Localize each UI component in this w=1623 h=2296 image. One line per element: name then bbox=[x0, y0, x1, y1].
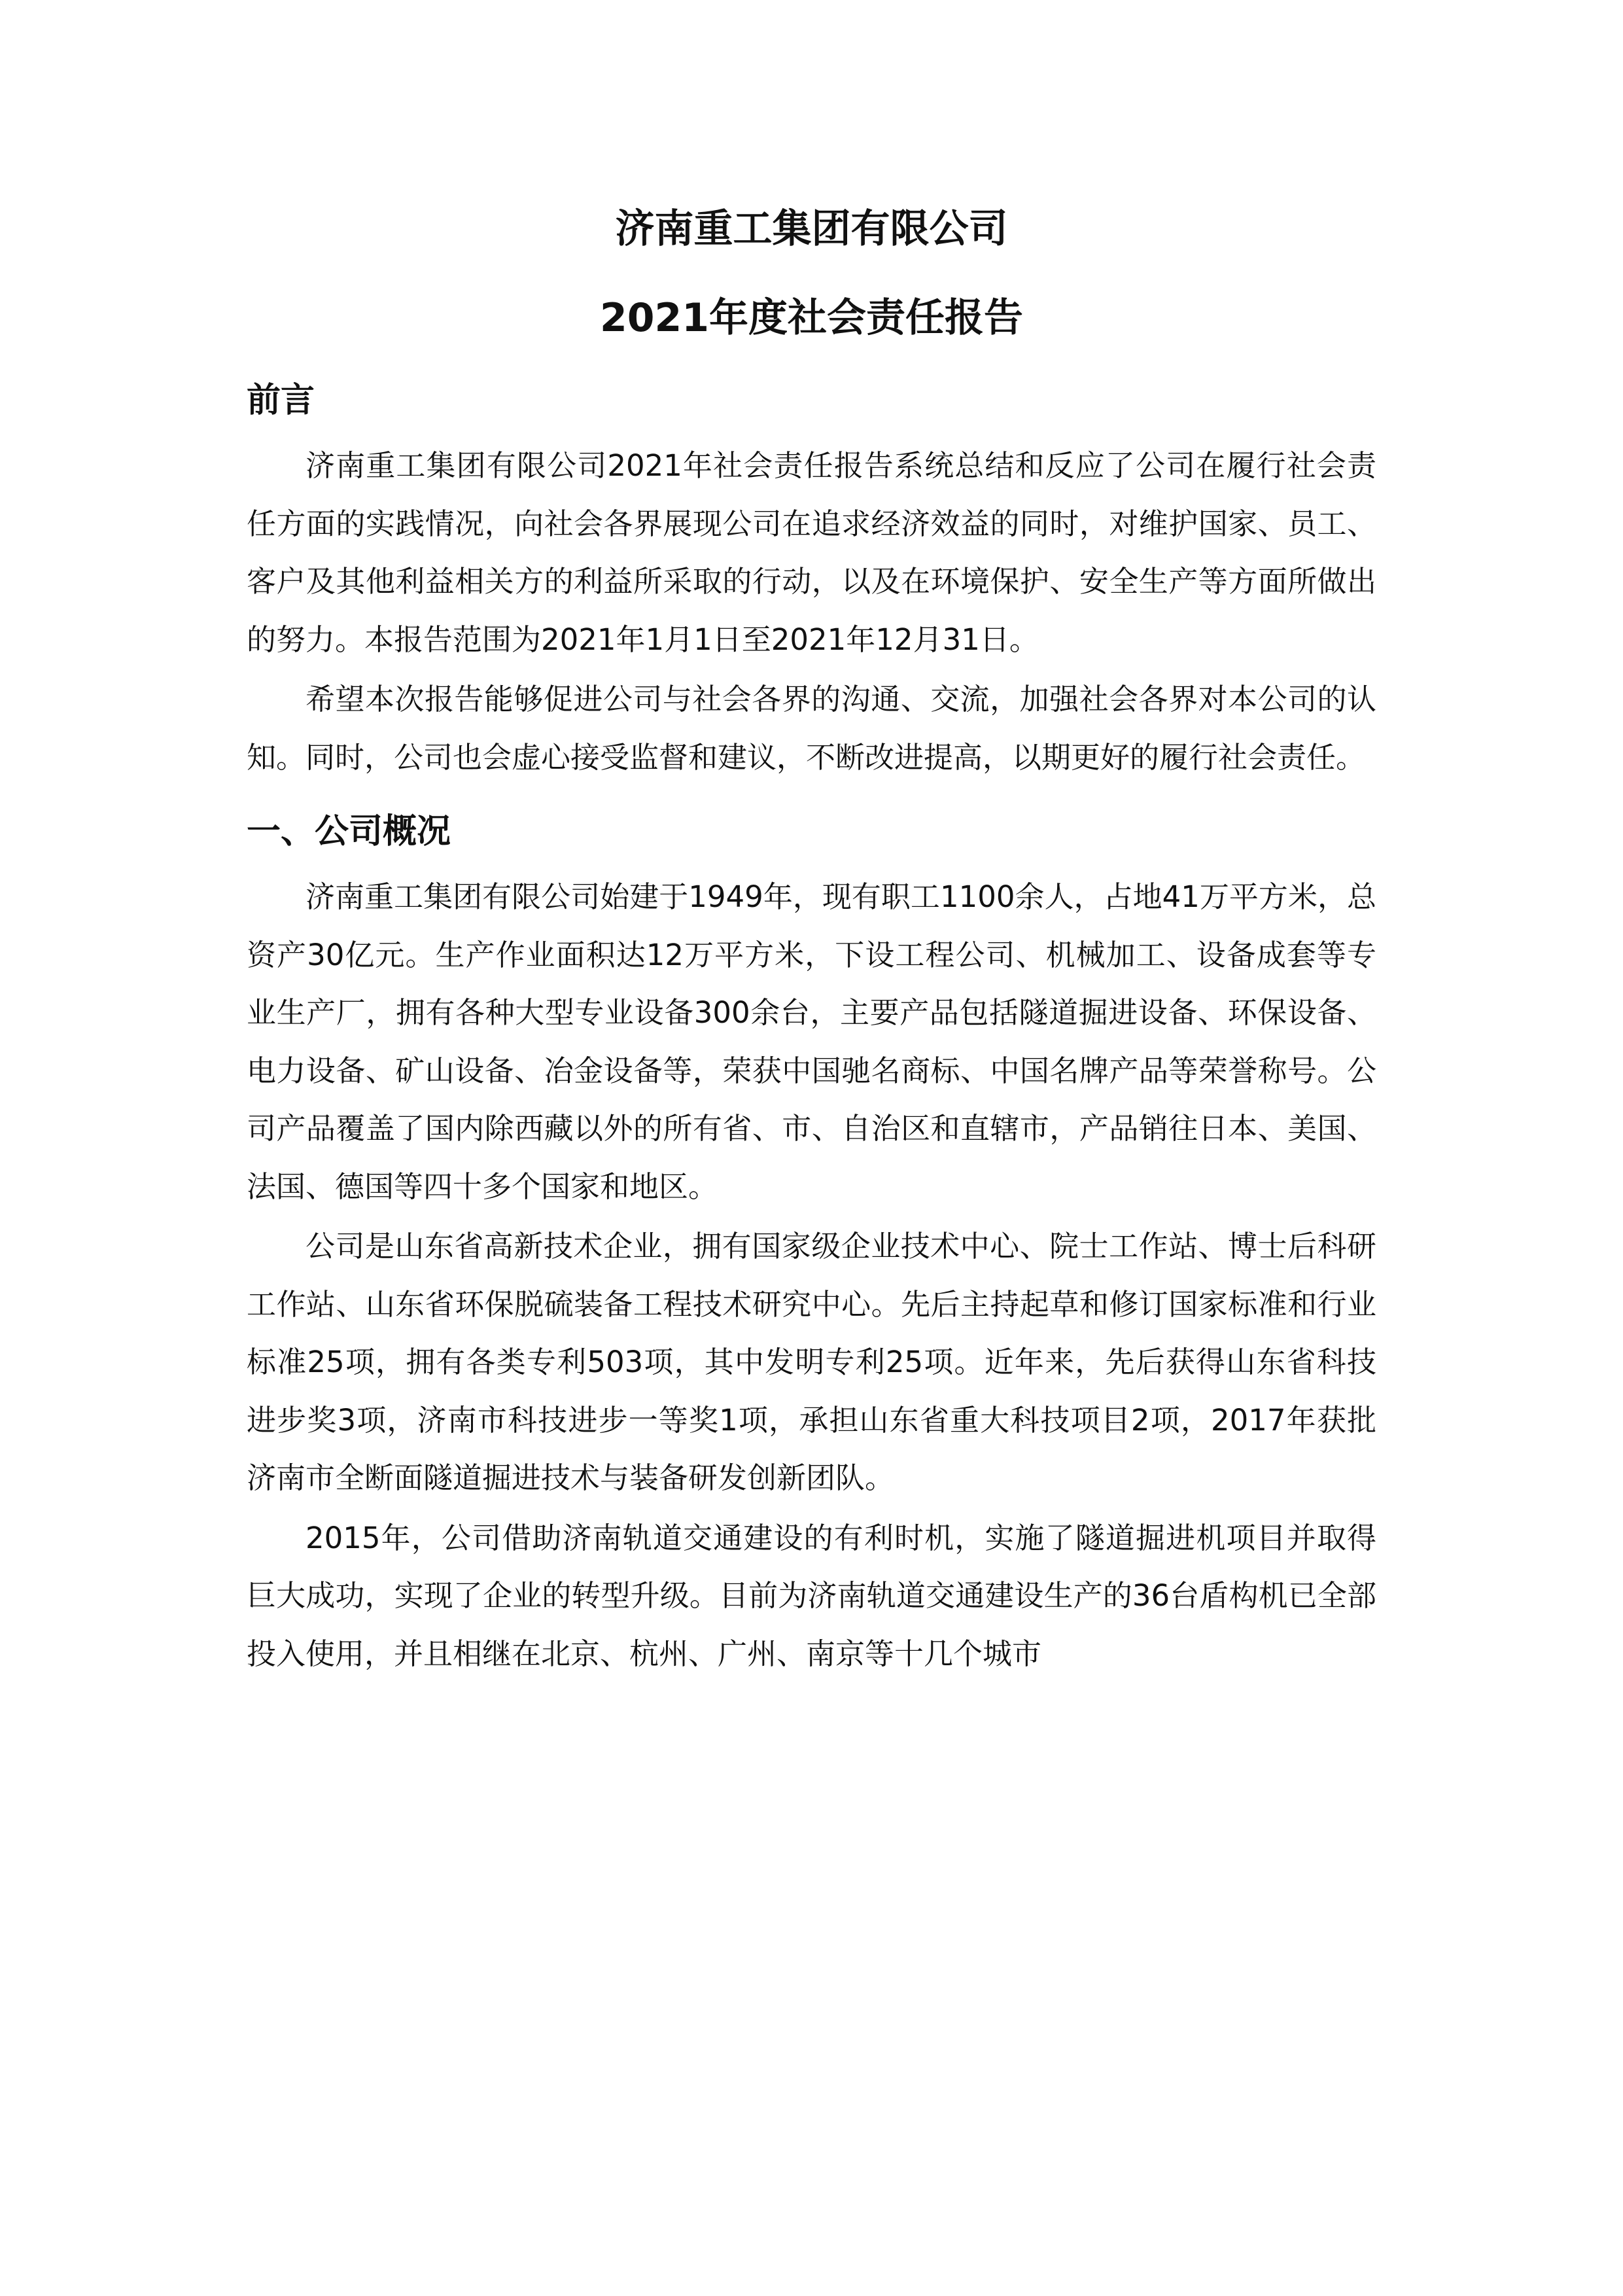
preface-paragraph: 济南重工集团有限公司2021年社会责任报告系统总结和反应了公司在履行社会责任方面的实践情况，向社会各界展现公司在追求经济效益的同时，对维护国家、员工、客户及其他利益相关方的利益所采取的行动，以及在环境保护、安全生产等方面所做出的努力。本报告范围为2021年1月1日至2021年12月31日。 bbox=[247, 448, 1376, 657]
overview-paragraph: 济南重工集团有限公司始建于1949年，现有职工1100余人，占地41万平方米，总资产30亿元。生产作业面积达12万平方米，下设工程公司、机械加工、设备成套等专业生产厂，拥有各种大型专业设备300余台，主要产品包括隧道掘进设备、环保设备、电力设备、矿山设备、冶金设备等，荣获中国驰名商标、中国名牌产品等荣誉称号。公司产品覆盖了国内除西藏以外的所有省、市、自治区和直辖市，产品销往日本、美国、法国、德国等四十多个国家和地区。 bbox=[247, 879, 1376, 1204]
document-subtitle: 2021年度社会责任报告 bbox=[600, 295, 1023, 341]
document-title: 济南重工集团有限公司 bbox=[615, 206, 1008, 252]
overview-paragraph: 2015年，公司借助济南轨道交通建设的有利时机，实施了隧道掘进机项目并取得巨大成功，实现了企业的转型升级。目前为济南轨道交通建设生产的36台盾构机已全部投入使用，并且相继在北京、杭州、广州、南京等十几个城市 bbox=[247, 1520, 1376, 1671]
document-body bbox=[247, 206, 1376, 1683]
preface-paragraph: 希望本次报告能够促进公司与社会各界的沟通、交流，加强社会各界对本公司的认知。同时，公司也会虚心接受监督和建议，不断改进提高，以期更好的履行社会责任。 bbox=[247, 682, 1376, 775]
overview-paragraph: 公司是山东省高新技术企业，拥有国家级企业技术中心、院士工作站、博士后科研工作站、山东省环保脱硫装备工程技术研究中心。先后主持起草和修订国家标准和行业标准25项，拥有各类专利503项，其中发明专利25项。近年来，先后获得山东省科技进步奖3项，济南市科技进步一等奖1项，承担山东省重大科技项目2项，2017年获批济南市全断面隧道掘进技术与装备研发创新团队。 bbox=[247, 1229, 1376, 1495]
section-heading-preface: 前言 bbox=[247, 381, 315, 420]
section-heading-company-overview: 一、公司概况 bbox=[247, 812, 451, 851]
